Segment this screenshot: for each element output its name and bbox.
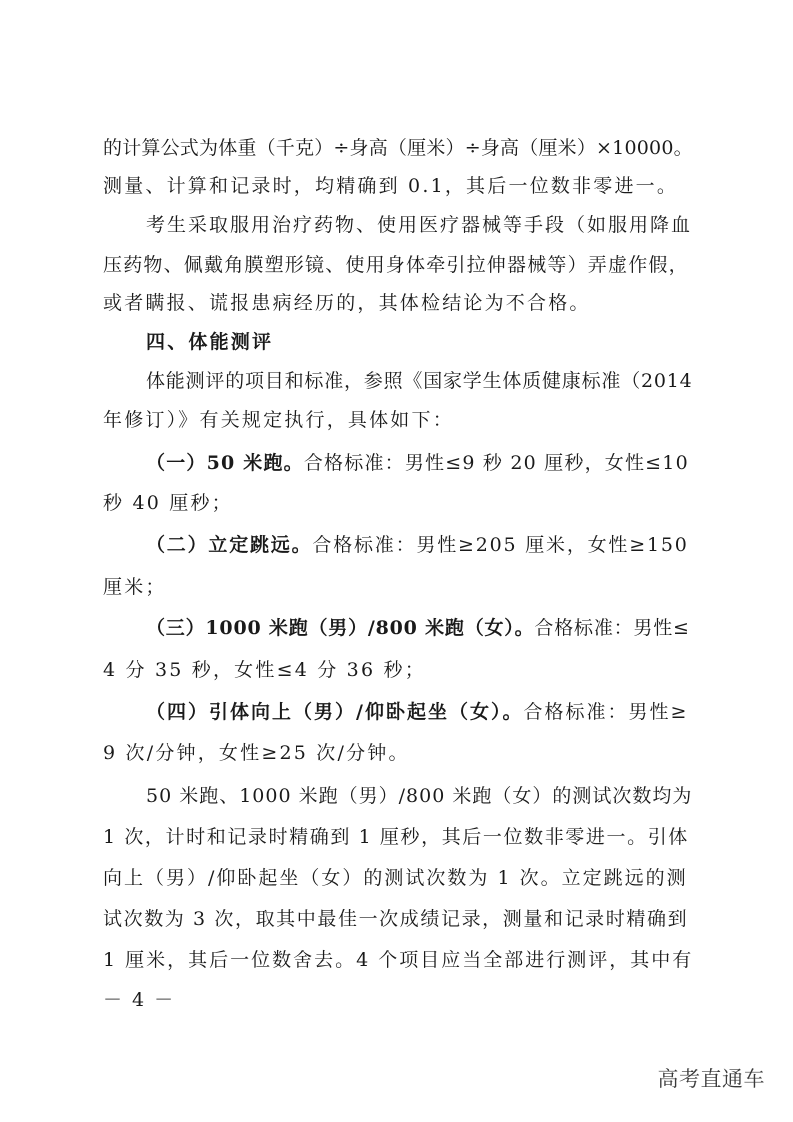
item-line	[146, 533, 693, 557]
item-text: 合格标准：男性≤	[534, 617, 690, 639]
item-line	[146, 616, 693, 640]
body-line: 试次数为 3 次，取其中最佳一次成绩记录，测量和记录时精确到	[103, 908, 689, 930]
item-line	[146, 451, 693, 475]
item-title: （三）1000 米跑（男）/800 米跑（女）。	[146, 617, 535, 639]
body-line: 考生采取服用治疗药物、使用医疗器械等手段（如服用降血	[146, 214, 693, 236]
item-title: （二）立定跳远。	[146, 534, 313, 556]
body-line: 厘米；	[103, 576, 167, 598]
body-line: 秒 40 厘秒；	[103, 492, 233, 514]
watermark-logo: 高考直通车	[657, 1067, 765, 1091]
body-line: 1 次，计时和记录时精确到 1 厘秒，其后一位数非零进一。引体	[103, 826, 689, 848]
body-line: 年修订）》有关规定执行，具体如下：	[103, 409, 454, 431]
item-line	[146, 700, 693, 724]
item-title: （四）引体向上（男）/仰卧起坐（女）。	[146, 701, 524, 723]
item-text: 合格标准：男性≥	[523, 701, 689, 723]
body-line: 体能测评的项目和标准，参照《国家学生体质健康标准（2014	[146, 370, 693, 392]
body-line: 的计算公式为体重（千克）÷身高（厘米）÷身高（厘米）×10000。	[103, 137, 693, 159]
section-heading: 四、体能测评	[146, 331, 274, 353]
item-title: （一）50 米跑。	[146, 452, 304, 474]
page-number: － 4 －	[103, 989, 176, 1011]
item-text: 合格标准：男性≤9 秒 20 厘秒，女性≤10	[303, 452, 689, 474]
body-line: 9 次/分钟，女性≥25 次/分钟。	[103, 742, 410, 764]
body-line: 1 厘米，其后一位数舍去。4 个项目应当全部进行测评，其中有	[103, 949, 694, 971]
body-line: 向上（男）/仰卧起坐（女）的测试次数为 1 次。立定跳远的测	[103, 867, 688, 889]
item-text: 合格标准：男性≥205 厘米，女性≥150	[312, 534, 689, 556]
body-line: 或者瞒报、谎报患病经历的，其体检结论为不合格。	[103, 292, 591, 314]
body-line: 测量、计算和记录时，均精确到 0.1，其后一位数非零进一。	[103, 175, 679, 197]
body-line: 压药物、佩戴角膜塑形镜、使用身体牵引拉伸器械等）弄虚作假，	[103, 254, 689, 276]
body-line: 50 米跑、1000 米跑（男）/800 米跑（女）的测试次数均为	[146, 785, 693, 807]
body-line: 4 分 35 秒，女性≤4 分 36 秒；	[103, 659, 426, 681]
